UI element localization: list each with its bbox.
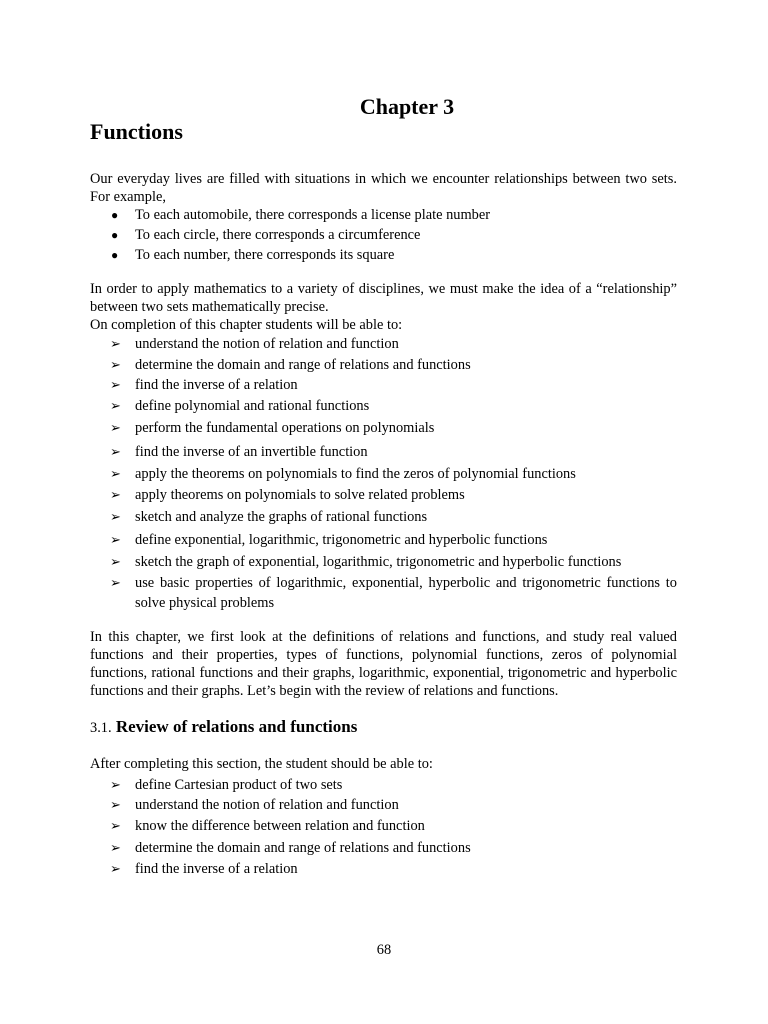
list-item: ➢ define Cartesian product of two sets — [90, 775, 677, 796]
section-heading — [90, 716, 677, 739]
objectives-lead: On completion of this chapter students will be able to: — [90, 317, 403, 333]
page-content — [90, 170, 677, 879]
objectives-list — [90, 334, 677, 614]
intro-paragraph: Our everyday lives are filled with situations in which we encounter relationships between two sets. For example, — [90, 171, 677, 205]
bullet-icon: ● — [111, 248, 119, 262]
bullet-icon: ● — [111, 208, 119, 222]
list-item: ➢ determine the domain and range of relations and functions — [90, 355, 677, 376]
section-title: Review of relations and functions — [115, 716, 358, 736]
arrow-bullet-icon: ➢ — [110, 443, 121, 459]
arrow-bullet-icon: ➢ — [110, 377, 121, 392]
arrow-bullet-icon: ➢ — [110, 860, 121, 876]
list-item: ➢ define polynomial and rational functions — [90, 396, 677, 417]
arrow-bullet-icon: ➢ — [110, 554, 121, 569]
section-number: 3.1. — [90, 719, 112, 736]
arrow-bullet-icon: ➢ — [110, 420, 121, 435]
arrow-bullet-icon: ➢ — [110, 797, 121, 812]
list-item: ➢ sketch and analyze the graphs of rational functions — [90, 507, 677, 528]
arrow-bullet-icon: ➢ — [110, 486, 121, 502]
list-item: ➢ sketch the graph of exponential, logarithmic, trigonometric and hyperbolic functions — [90, 552, 677, 573]
list-item: ➢ find the inverse of a relation — [90, 859, 677, 880]
arrow-bullet-icon: ➢ — [110, 466, 121, 481]
list-item: ● To each circle, there corresponds a circumference — [111, 227, 421, 243]
list-item: ➢ use basic properties of logarithmic, exponential, hyperbolic and trigonometric functions to solve physical problems — [110, 574, 677, 611]
list-item: ➢ understand the notion of relation and function — [90, 795, 677, 816]
list-item: ● To each automobile, there corresponds a license plate number — [111, 207, 491, 223]
list-item: ➢ apply theorems on polynomials to solve related problems — [90, 485, 677, 506]
arrow-bullet-icon: ➢ — [110, 356, 121, 372]
section-lead: After completing this section, the student should be able to: — [90, 755, 433, 772]
arrow-bullet-icon: ➢ — [110, 336, 121, 351]
list-item: ➢ perform the fundamental operations on polynomials — [90, 418, 677, 439]
section-objectives-list — [90, 775, 677, 880]
overview-paragraph: In this chapter, we first look at the definitions of relations and functions, and study real valued functions and their properties, types of functions, polynomial functions, zeros of polynomial functions, rational functions and their graphs, logarithmic, exponential, trigonometric and hyperbolic functions and their graphs. Let’s begin with the review of relations and functions. — [90, 628, 677, 699]
arrow-bullet-icon: ➢ — [110, 776, 121, 792]
list-item: ● To each number, there corresponds its square — [111, 247, 395, 263]
bullet-icon: ● — [111, 228, 119, 242]
list-item: ➢ define exponential, logarithmic, trigonometric and hyperbolic functions — [90, 530, 677, 551]
list-item: ➢ find the inverse of a relation — [90, 375, 677, 396]
list-item: ➢ apply the theorems on polynomials to find the zeros of polynomial functions — [90, 464, 677, 485]
example-list — [90, 206, 677, 266]
page-number: 68 — [376, 942, 392, 958]
objectives-paragraph: In order to apply mathematics to a variety of disciplines, we must make the idea of a “relationship” between two sets mathematically precise. — [90, 281, 677, 315]
arrow-bullet-icon: ➢ — [110, 531, 121, 547]
arrow-bullet-icon: ➢ — [110, 397, 121, 413]
list-item: ➢ understand the notion of relation and function — [90, 334, 677, 355]
arrow-bullet-icon: ➢ — [110, 840, 121, 855]
arrow-bullet-icon: ➢ — [110, 509, 121, 524]
list-item: ➢ determine the domain and range of relations and functions — [90, 838, 677, 859]
chapter-title: Functions — [90, 119, 183, 144]
chapter-number: Chapter 3 — [359, 94, 455, 119]
arrow-bullet-icon: ➢ — [110, 574, 121, 590]
list-item: ➢ find the inverse of an invertible function — [90, 442, 677, 463]
arrow-bullet-icon: ➢ — [110, 817, 121, 833]
list-item: ➢ know the difference between relation and function — [90, 816, 677, 837]
